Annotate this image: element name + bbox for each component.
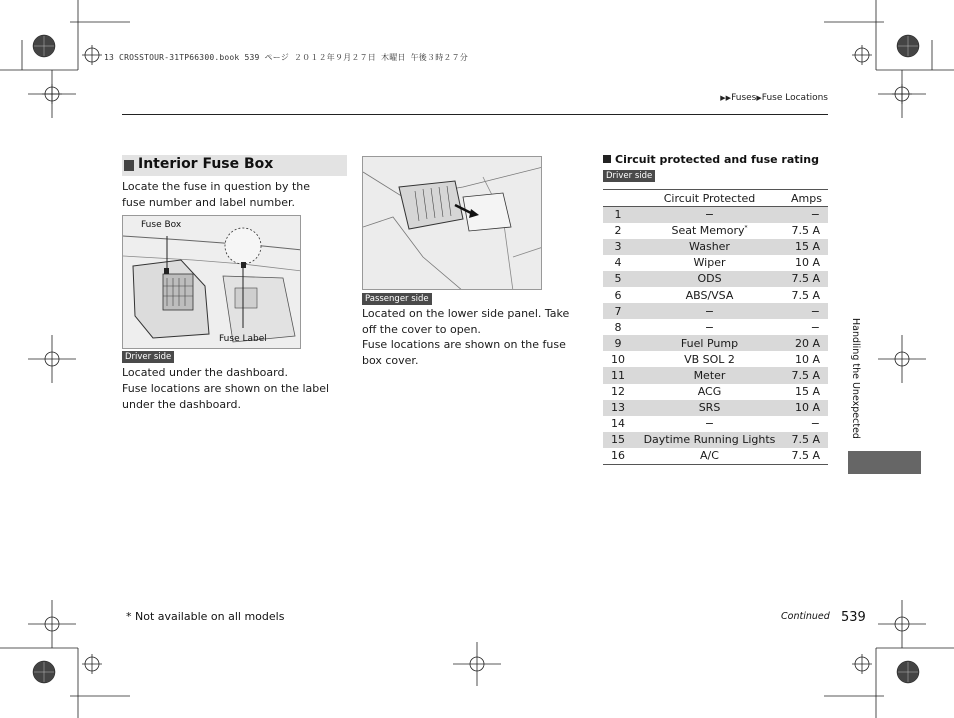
fuse-number: 10 bbox=[611, 352, 625, 366]
driver-side-tag: Driver side bbox=[122, 351, 174, 363]
table-row bbox=[603, 271, 828, 287]
fuse-amps: 7.5 A bbox=[786, 271, 828, 287]
circuit-name: ABS/VSA bbox=[685, 288, 734, 302]
circuit-name-text: Seat Memory bbox=[671, 224, 745, 238]
fuse-rating-table bbox=[603, 189, 828, 465]
continued-label: Continued bbox=[781, 611, 830, 622]
circuit-name: VB SOL 2 bbox=[684, 352, 735, 366]
fuse-number: 3 bbox=[603, 239, 633, 255]
table-driver-side-tag: Driver side bbox=[603, 170, 655, 182]
fuse-amps: 7.5 A bbox=[786, 367, 828, 383]
chapter-tab-text: Handling the Unexpected bbox=[850, 318, 861, 439]
header-circuit-protected: Circuit Protected bbox=[633, 190, 786, 207]
circuit-name: SRS bbox=[633, 400, 786, 416]
fuse-number: 2 bbox=[614, 224, 622, 238]
table-row bbox=[603, 287, 828, 303]
circuit-name: Meter bbox=[633, 367, 786, 383]
section-title: Interior Fuse Box bbox=[138, 156, 274, 172]
fuse-number: 6 bbox=[614, 288, 622, 302]
fuse-number: 12 bbox=[611, 385, 625, 399]
fuse-amps: 7.5 A bbox=[791, 288, 820, 302]
circuit-name: Wiper bbox=[693, 256, 726, 270]
fuse-amps: 7.5 A bbox=[786, 432, 828, 448]
fuse-number: 15 bbox=[603, 432, 633, 448]
fuse-table-heading bbox=[603, 153, 819, 166]
circuit-name: Washer bbox=[633, 239, 786, 255]
fuse-table-heading-text: Circuit protected and fuse rating bbox=[615, 153, 819, 166]
table-header-row bbox=[603, 190, 828, 207]
breadcrumb-arrow-icon: ▶▶ bbox=[720, 94, 732, 102]
fuse-box-label: Fuse Box bbox=[141, 220, 182, 230]
page-number: 539 bbox=[841, 610, 866, 625]
fuse-amps: − bbox=[810, 320, 820, 334]
passenger-fuse-box-illustration bbox=[362, 156, 542, 290]
table-row bbox=[603, 207, 828, 223]
circuit-name: ACG bbox=[697, 385, 722, 399]
driver-fuse-box-illustration bbox=[122, 215, 301, 349]
footnote: * Not available on all models bbox=[126, 610, 285, 623]
circuit-name: Fuel Pump bbox=[633, 335, 786, 351]
fuse-number: 8 bbox=[614, 320, 622, 334]
fuse-amps: 10 A bbox=[794, 352, 820, 366]
circuit-name: − bbox=[633, 303, 786, 319]
fuse-number: 13 bbox=[603, 400, 633, 416]
dashboard-drawing bbox=[123, 216, 301, 349]
lower-side-panel-drawing bbox=[363, 157, 542, 290]
print-header: 13 CROSSTOUR-31TP66300.book 539 ページ ２０１２年９月２７日 木曜日 午後３時２７分 bbox=[104, 53, 469, 62]
fuse-number: 4 bbox=[614, 256, 622, 270]
table-row bbox=[603, 367, 828, 383]
fuse-number: 16 bbox=[603, 448, 633, 464]
breadcrumb bbox=[720, 93, 828, 103]
table-row bbox=[603, 432, 828, 448]
section-heading bbox=[122, 155, 347, 176]
chapter-tab[interactable] bbox=[848, 451, 921, 474]
breadcrumb-arrow-icon: ▶ bbox=[756, 94, 762, 102]
fuse-amps: 15 A bbox=[794, 385, 820, 399]
fuse-number: 9 bbox=[603, 335, 633, 351]
table-row bbox=[603, 255, 828, 271]
fuse-number: 5 bbox=[603, 271, 633, 287]
table-row bbox=[603, 384, 828, 400]
heading-square-icon bbox=[603, 155, 611, 163]
table-row bbox=[603, 448, 828, 464]
fuse-number: 7 bbox=[603, 303, 633, 319]
fuse-amps: − bbox=[810, 417, 820, 431]
header-rule bbox=[122, 114, 828, 115]
fuse-amps: 7.5 A bbox=[786, 448, 828, 464]
driver-caption-1: Located under the dashboard. bbox=[122, 366, 288, 379]
circuit-name: ODS bbox=[633, 271, 786, 287]
fuse-number: 14 bbox=[611, 417, 625, 431]
circuit-name: A/C bbox=[633, 448, 786, 464]
fuse-amps: 10 A bbox=[786, 400, 828, 416]
section-intro: Locate the fuse in question by the fuse number and label number. bbox=[122, 180, 311, 209]
table-row bbox=[603, 335, 828, 351]
circuit-name: − bbox=[704, 417, 715, 431]
table-row bbox=[603, 416, 828, 432]
passenger-caption-1: Located on the lower side panel. Take off the cover to open. bbox=[362, 307, 570, 336]
circuit-name bbox=[633, 223, 786, 239]
header-number bbox=[603, 190, 633, 207]
table-row bbox=[603, 239, 828, 255]
fuse-amps: 7.5 A bbox=[791, 224, 820, 238]
passenger-caption-2: Fuse locations are shown on the fuse box cover. bbox=[362, 338, 566, 367]
table-row bbox=[603, 400, 828, 416]
fuse-amps: 15 A bbox=[786, 239, 828, 255]
table-row bbox=[603, 223, 828, 239]
breadcrumb-item-fuses[interactable]: Fuses bbox=[731, 93, 757, 103]
chapter-tab-label bbox=[848, 318, 862, 448]
circuit-name: Daytime Running Lights bbox=[633, 432, 786, 448]
breadcrumb-item-fuse-locations[interactable]: Fuse Locations bbox=[761, 93, 828, 103]
circuit-name: − bbox=[633, 207, 786, 223]
fuse-amps: 10 A bbox=[794, 256, 820, 270]
footnote-marker: * bbox=[744, 224, 748, 232]
fuse-amps: 20 A bbox=[786, 335, 828, 351]
fuse-label-label: Fuse Label bbox=[219, 334, 267, 344]
circuit-name: − bbox=[704, 320, 715, 334]
table-row bbox=[603, 303, 828, 319]
passenger-side-tag: Passenger side bbox=[362, 293, 432, 305]
fuse-amps: − bbox=[786, 207, 828, 223]
header-amps: Amps bbox=[786, 190, 828, 207]
fuse-number: 1 bbox=[603, 207, 633, 223]
table-row bbox=[603, 319, 828, 335]
section-square-icon bbox=[124, 160, 134, 171]
driver-caption-2: Fuse locations are shown on the label under the dashboard. bbox=[122, 382, 330, 411]
fuse-number: 11 bbox=[603, 367, 633, 383]
table-row bbox=[603, 351, 828, 367]
fuse-amps: − bbox=[786, 303, 828, 319]
